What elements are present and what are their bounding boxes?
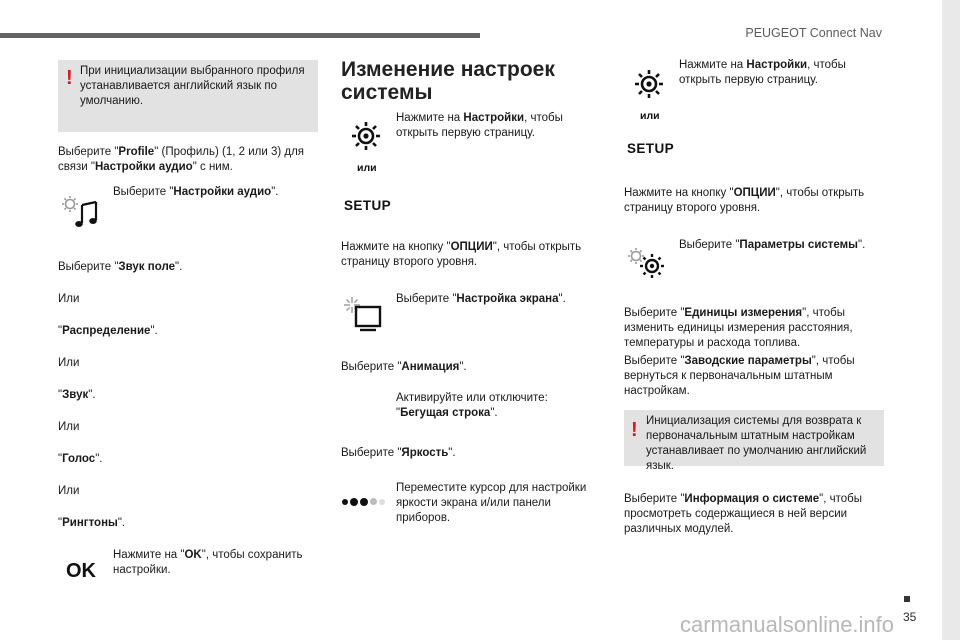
press-settings-text: Нажмите на Настройки, чтобы открыть первую страницу.	[679, 59, 846, 86]
press-settings-text: Нажмите на Настройки, чтобы открыть первую страницу.	[396, 112, 563, 139]
page-marker	[904, 596, 910, 602]
system-settings-icon	[625, 245, 669, 281]
distribution-text: "Распределение".	[58, 325, 158, 337]
page-edge-strip	[942, 0, 960, 640]
or-label: или	[640, 110, 660, 122]
or-text: Или	[58, 485, 80, 497]
ringtones-text: "Рингтоны".	[58, 517, 126, 529]
animation-text: Выберите "Анимация".	[341, 361, 467, 373]
or-text: Или	[58, 357, 80, 369]
brightness-text: Выберите "Яркость".	[341, 447, 456, 459]
ok-button-label: OK	[66, 560, 96, 582]
units-text: Выберите "Единицы измерения", чтобы изменить единицы измерения расстояния, температуры и расхода топлива.	[624, 307, 853, 349]
settings-gear-icon	[633, 68, 665, 100]
screen-brightness-icon	[343, 295, 385, 333]
warning-icon: !	[631, 419, 638, 441]
audio-settings-text: Выберите "Настройки аудио".	[113, 186, 279, 198]
profile-paragraph: Выберите "Profile" (Профиль) (1, 2 или 3) для связи "Настройки аудио" с ним.	[58, 146, 305, 173]
page-number: 35	[903, 610, 917, 624]
header-bar	[0, 33, 480, 38]
options-text: Нажмите на кнопку "ОПЦИИ", чтобы открыть страницу второго уровня.	[341, 241, 582, 268]
warning-icon: !	[66, 67, 73, 89]
sound-text: "Звук".	[58, 389, 96, 401]
setup-button-label: SETUP	[627, 141, 675, 156]
ticker-text: Активируйте или отключите: "Бегущая строка".	[396, 392, 548, 419]
options-text: Нажмите на кнопку "ОПЦИИ", чтобы открыть страницу второго уровня.	[624, 187, 865, 214]
or-label: или	[357, 162, 377, 174]
or-text: Или	[58, 293, 80, 305]
system-parameters-text: Выберите "Параметры системы".	[679, 239, 866, 251]
screen-settings-text: Выберите "Настройка экрана".	[396, 293, 566, 305]
note-text: При инициализации выбранного профиля устанавливается английский язык по умолчанию.	[80, 65, 305, 107]
header-title: PEUGEOT Connect Nav	[745, 26, 882, 40]
system-info-text: Выберите "Информация о системе", чтобы просмотреть содержащиеся в ней версии различных модулей.	[624, 493, 862, 535]
or-text: Или	[58, 421, 80, 433]
slider-instruction-text: Переместите курсор для настройки яркости экрана и/или панели приборов.	[396, 482, 587, 524]
brightness-slider-icon	[342, 496, 386, 508]
voice-text: "Голос".	[58, 453, 103, 465]
audio-settings-icon	[60, 193, 102, 233]
sound-field-text: Выберите "Звук поле".	[58, 261, 183, 273]
section-heading: Изменение настроек системы	[341, 58, 555, 104]
factory-settings-text: Выберите "Заводские параметры", чтобы вернуться к первоначальным штатным настройкам.	[624, 355, 855, 397]
settings-gear-icon	[350, 120, 382, 152]
setup-button-label: SETUP	[344, 198, 392, 213]
watermark: carmanualsonline.info	[680, 612, 895, 637]
note-text: Инициализация системы для возврата к первоначальным штатным настройкам устанавливает по умолчанию английский язык.	[646, 415, 867, 472]
ok-instruction-text: Нажмите на "OK", чтобы сохранить настройки.	[113, 549, 303, 576]
